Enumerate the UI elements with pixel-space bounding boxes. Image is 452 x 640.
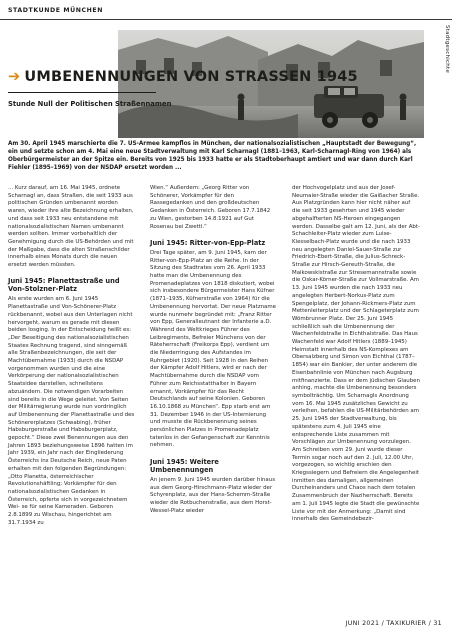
section-label: STADTKUNDE MÜNCHEN <box>8 7 104 14</box>
side-tab-label: Stadtgeschichte <box>444 24 451 74</box>
text-column-3 <box>292 185 420 532</box>
section-heading: Juni 1945: Ritter-von-Epp-Platz <box>150 238 266 247</box>
article-lead: Am 30. April 1945 marschierte die 7. US-Armee kampflos in München, der nationalsozialistischen „Hauptstadt der Bewegung“, ein und setzte schon am 4. Mai eine neue Stadtverwaltung mit Karl Scharnagl (1881–1963, Karl-Scharnagl-Ring von 1964) als Oberbürgermeister an der Spitze ein. Bereits von 1925 bis 1933 hatte er als Stadtoberhaupt amtiert und war dann durch Karl Fiehler (1895–1969) von der NSDAP ersetzt worden ... <box>8 141 417 172</box>
paragraph: Als erste wurden am 6. Juni 1945 Planettastraße und Von-Schönerer-Platz rückbenannt, wobei aus den Unterlagen nicht hervorgeht, warum es gerade mit diesen beiden losging. In der Entscheidung heißt es: „Der Beseitigung des nationalsozialistischen Staates Rechnung tragend, sind sinngemäß alle Straßenbezeichnungen, die seit der Machtübernahme (1933) durch die NSDAP vorgenommen wurden und die eine Verkörperung der nationalsozialistischen Staatsidee darstellen, schnellstens abzuändern. Die notwendigen Vorarbeiten sind bereits in die Wege geleitet. Von Seiten der Militärregierung wurde nun vordringlich auf Umbenennung der Planettastraße und des Schönererplatzes (Schwabing), früher Habsburgerstraße und Habsburgerplatz, gepocht.“ Diese zwei Benennungen aus den Jahren 1893 beziehungsweise 1896 hatten im Jahr 1939, ein Jahr nach der Eingliederung Österreichs ins Deutsche Reich, neue Paten erhalten mit den folgenden Begründungen: „Otto Planetta, österreichischer Revolutionshäftling; Vorkämpfer für den nationalsozialistischen Gedanken in Österreich, opferte sich in vorgezeichnetem Wei- se für seine Kameraden. Geboren 2.8.1899 zu Wischau, hingerichtet am 31.7.1934 zu <box>8 296 135 526</box>
paragraph: Drei Tage später, am 9. Juni 1945, kam der Ritter-von-Epp-Platz an die Reihe. In der Sitzung des Stadtrates vom 26. April 1933 hatte man die Umbenennung des Promenadeplatzes von 1818 diskutiert, wobei sich insbesondere Bürgermeister Hans Küfner (1871–1935, Küfnerstraße von 1964) für die Umbenennung hervortat. Der neue Platzname wurde nunmehr begründet mit: „Franz Ritter von Epp, Generalleutnant der Infanterie a.D. Während des Weltkrieges Führer des Leibregiments, Befreier Münchens von der Räteherrschaft (Freikorps Epp), verdient um die Niederringung des Aufstandes im Ruhrgebiet (1920). Seit 1928 in den Reihen der Kämpfer Adolf Hitlers, wird er nach der Machtübernahme durch die NSDAP vom Führer zum Reichsstatthalter in Bayern ernannt, Vorkämpfer für das Recht Deutschlands auf seine Kolonien. Geboren 16.10.1868 zu München“. Epp starb erst am 31. Dezember 1946 in der US-Internierung und musste die Rückbenennung seines persönlichen Platzes in Promenadeplatz tatenlos in der Gefangenschaft zur Kenntnis nehmen. <box>150 249 277 449</box>
header-rule <box>0 19 452 20</box>
title-underline <box>8 92 156 93</box>
section-heading: Juni 1945: Planettastraße und Von-Stolzner-Platz <box>8 277 120 294</box>
article-title-text: UMBENENNUNGEN VON STRASSEN 1945 <box>24 69 358 85</box>
paragraph: ... Kurz darauf, am 16. Mai 1945, ordnete Scharnagl an, dass Straßen, die seit 1933 aus politischen Gründen umbenannt worden waren, wieder ihre alte Bezeichnung erhalten, und dass seit 1933 neu entstandene mit nationalsozialistischen Namen umbenannt werden sollten. Immer vorbehaltlich der Genehmigung durch die US-Behörden und mit der Maßgabe, dass die alten Straßenschilder innerhalb eines Monats durch die neuen ersetzt werden müssten. <box>8 185 134 269</box>
paragraph: Wien.“ Außerdem: „Georg Ritter von Schönerer, Vorkämpfer für den Rassegedanken und den großdeutschen Gedanken in Österreich. Geboren 17.7.1842 zu Wien, gestorben 14.8.1921 auf Gut Rosenau bei Zwettl.“ <box>150 185 271 230</box>
text-column-1 <box>8 185 136 535</box>
article-subtitle: Stunde Null der Politischen Straßennamen <box>8 100 172 108</box>
page-footer: JUNI 2021 / TAXIKURIER / 31 <box>345 620 442 627</box>
paragraph: An jenem 9. Juni 1945 wurden darüber hinaus aus dem Georg-Hirschmann-Platz wieder der Schyrenplatz, aus der Hans-Schemm-Straße wieder die Rotbuchenstraße, aus dem Horst-Wessel-Platz wieder <box>150 476 276 514</box>
article-title <box>8 69 428 85</box>
text-column-2 <box>150 185 278 523</box>
paragraph: der Hochvogelplatz und aus der Josef-Neumaier-Straße wieder die Gaißacher Straße. Aus Platzgründen kann hier nicht näher auf die seit 1933 gesehrten und 1945 wieder abgehalfterten NS-Heroen eingegangen werden. Dasselbe galt am 12. Juni, als der Abt-Schachleiter-Platz wieder zum Luise-Kiesselbach-Platz wurde und die nach 1933 neu angelegten Daniel-Sauer-Straße zur Friedrich-Ebert-Straße, die Julius-Schreck-Straße zur Hirsch-Gereuth-Straße, die Maikowskistraße zur Stresemannstraße sowie die Oskar-Körner-Straße zur Vollmarstraße. Am 13. Juni 1945 wurden die nach 1933 neu angelegten Herbert-Norkus-Platz zum Spengelplatz, der Johann-Rickmers-Platz zum Mettenleiterplatz und der Schlageterplatz zum Wömbrunner Platz. Der 25. Juni 1945 schließlich sah die Umbenennung der Wachenfeldstraße in Eichthalstraße. Das Haus Wachenfeld war Adolf Hitlers (1889–1945) Heimstatt innerhalb des NS-Komplexes am Obersalzberg und Simon von Eichthal (1787–1854) war ein Bankier, der unter anderem die Eisenbahnlinie von München nach Augsburg mitfinanzierte. Dass er dem jüdischen Glauben anhing, machte die Umbenennung besonders symbolträchtig. Um Scharnagls Anordnung vom 16. Mai 1945 zusätzliches Gewicht zu verleihen, befahlen die US-Militärbehörden am 25. Juni 1945 der Stadtverwaltung, bis spätestens zum 4. Juli 1945 eine entsprechende Liste zusammen mit Vorschlägen zur Umbenennung vorzulegen. Am Schreiben vom 29. Juni wurde dieser Termin sogar noch auf den 2. Juli, 12.00 Uhr, vorgezogen, so wichtig erschien den Kriegssiegern und Befreiern die Angelegenheit inmitten des damaligen, allgemeinen Durcheinanders und Chaos nach dem totalen Zusammenbruch der Naziherrschaft. Bereits am 1. Juli 1945 legte die Stadt die gewünschte Liste vor mit der Anmerkung: „Damit sind innerhalb des Gemeindebezir- <box>292 185 420 523</box>
side-tab <box>443 26 452 72</box>
section-heading: Juni 1945: Weitere Umbenennungen <box>150 457 219 474</box>
arrow-icon: ➔ <box>8 69 21 85</box>
